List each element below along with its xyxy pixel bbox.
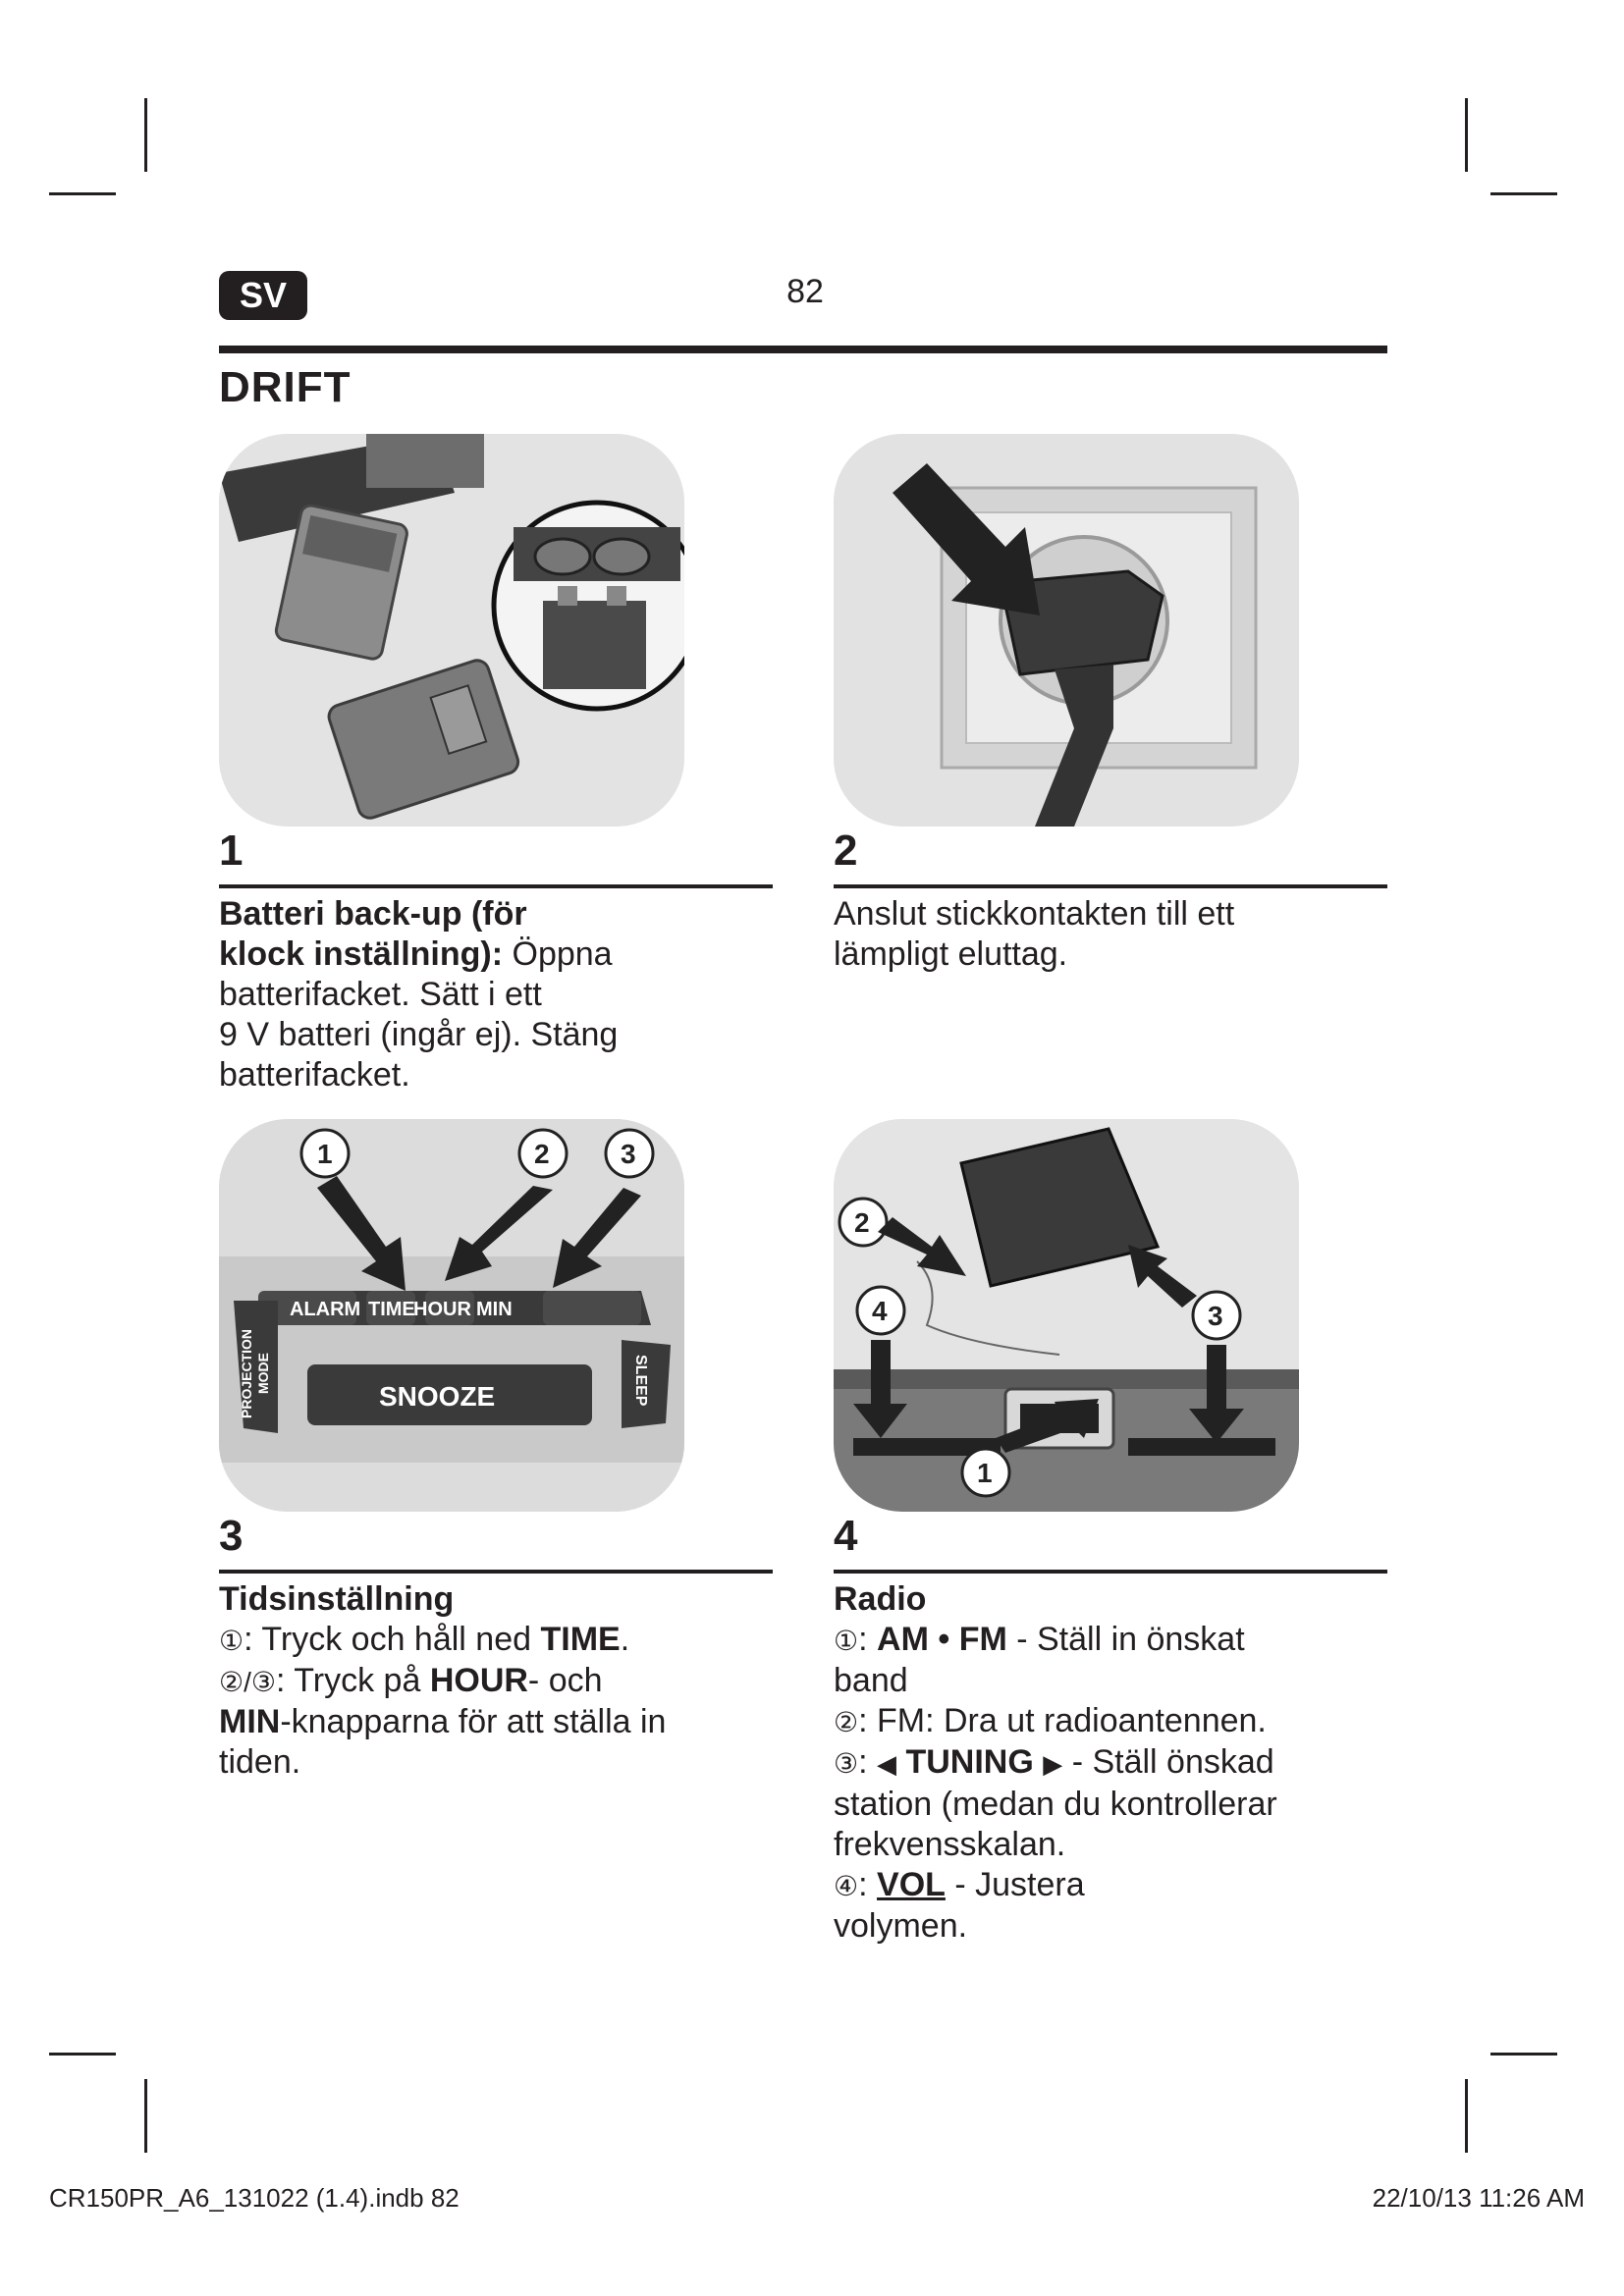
step-rule — [219, 884, 773, 888]
step-title: Radio — [834, 1580, 927, 1618]
battery-illustration — [219, 434, 684, 827]
step-rule — [834, 884, 1387, 888]
step-text: Radio ①: AM • FM - Ställ in önskat band ②: FM: Dra ut radioantennen. ③: ◀ TUNING ▶ - Ställ önskad station (medan du kontrollerar frekvensskalan. ④: VOL - Justera volymen. — [834, 1579, 1393, 1947]
step-body: batterifacket. Sätt i ett — [219, 976, 542, 1013]
step-text — [219, 894, 779, 1095]
crop-mark — [49, 192, 116, 195]
key-label: TUNING — [905, 1743, 1034, 1781]
mode-label: MODE — [255, 1353, 271, 1394]
callout-2: 2 — [854, 1207, 870, 1238]
callout-2: 2 — [534, 1139, 550, 1169]
step-number: 2 — [834, 827, 858, 875]
footer-file: CR150PR_A6_131022 (1.4).indb 82 — [49, 2183, 460, 2213]
header-rule — [219, 346, 1387, 353]
step-text — [219, 1579, 779, 1783]
step-body: batterifacket. — [219, 1056, 410, 1094]
step-body: : Tryck och håll ned — [244, 1621, 541, 1658]
projection-label: PROJECTION — [239, 1328, 254, 1418]
step-body: : FM: Dra ut radioantennen. — [858, 1702, 1267, 1739]
step-body: frekvensskalan. — [834, 1826, 1066, 1863]
alarm-button-label: ALARM — [290, 1299, 361, 1320]
step-body: - Ställ önskad — [1062, 1743, 1274, 1781]
key-label: HOUR — [429, 1662, 528, 1699]
hour-button-label: HOUR — [413, 1299, 471, 1320]
key-label: VOL — [877, 1866, 946, 1903]
radio-illustration — [834, 1119, 1299, 1512]
step-body: - Justera — [945, 1866, 1085, 1903]
marker: ① — [219, 1626, 244, 1656]
step-body: tiden. — [219, 1743, 301, 1781]
marker: ③ — [834, 1748, 859, 1779]
callout-3: 3 — [621, 1139, 636, 1169]
min-button-label: MIN — [476, 1299, 513, 1320]
step-title: klock inställning): — [219, 935, 504, 973]
step-body: : Tryck på — [275, 1662, 430, 1699]
time-button-label: TIME — [368, 1299, 415, 1320]
marker: ④ — [834, 1871, 859, 1901]
step-body: Anslut stickkontakten till ett — [834, 895, 1235, 933]
step-body: . — [620, 1621, 630, 1658]
key-label: AM • FM — [877, 1621, 1007, 1658]
plug-illustration — [834, 434, 1299, 827]
step-rule — [219, 1570, 773, 1574]
callout-1: 1 — [317, 1139, 333, 1169]
step-body: band — [834, 1662, 908, 1699]
step-text — [834, 894, 1393, 975]
marker: ②/③ — [219, 1667, 276, 1697]
marker: ① — [834, 1626, 859, 1656]
step-title: Tidsinställning — [219, 1580, 455, 1618]
step-body: Öppna — [503, 935, 613, 973]
section-title: DRIFT — [219, 363, 352, 411]
crop-mark — [1490, 192, 1557, 195]
buttons-illustration — [219, 1119, 684, 1512]
crop-mark — [1490, 2053, 1557, 2056]
step-title: Batteri back-up (för — [219, 895, 527, 933]
step-number: 4 — [834, 1512, 858, 1560]
step-number: 1 — [219, 827, 244, 875]
marker: ② — [834, 1707, 859, 1737]
crop-mark — [144, 98, 147, 172]
step-rule — [834, 1570, 1387, 1574]
step-body: 9 V batteri (ingår ej). Stäng — [219, 1016, 619, 1053]
sleep-label: SLEEP — [632, 1355, 649, 1407]
step-body: station (medan du kontrollerar — [834, 1786, 1277, 1823]
step-body: - och — [527, 1662, 603, 1699]
callout-1: 1 — [977, 1458, 993, 1488]
page-number: 82 — [786, 273, 824, 310]
crop-mark — [1465, 2079, 1468, 2153]
step-number: 3 — [219, 1512, 244, 1560]
crop-mark — [1465, 98, 1468, 172]
step-body: volymen. — [834, 1907, 968, 1945]
callout-3: 3 — [1208, 1301, 1223, 1331]
key-label: TIME — [540, 1621, 621, 1658]
footer-date: 22/10/13 11:26 AM — [1372, 2183, 1585, 2213]
snooze-button-label: SNOOZE — [379, 1381, 496, 1412]
step-body: -knapparna för att ställa in — [280, 1703, 667, 1740]
left-triangle-icon: ◀ — [877, 1749, 897, 1779]
key-label: MIN — [219, 1703, 281, 1740]
step-body: lämpligt eluttag. — [834, 935, 1068, 973]
step-body: - Ställ in önskat — [1006, 1621, 1245, 1658]
right-triangle-icon: ▶ — [1043, 1749, 1063, 1779]
language-badge: SV — [219, 271, 307, 320]
crop-mark — [49, 2053, 116, 2056]
callout-4: 4 — [872, 1296, 888, 1326]
crop-mark — [144, 2079, 147, 2153]
